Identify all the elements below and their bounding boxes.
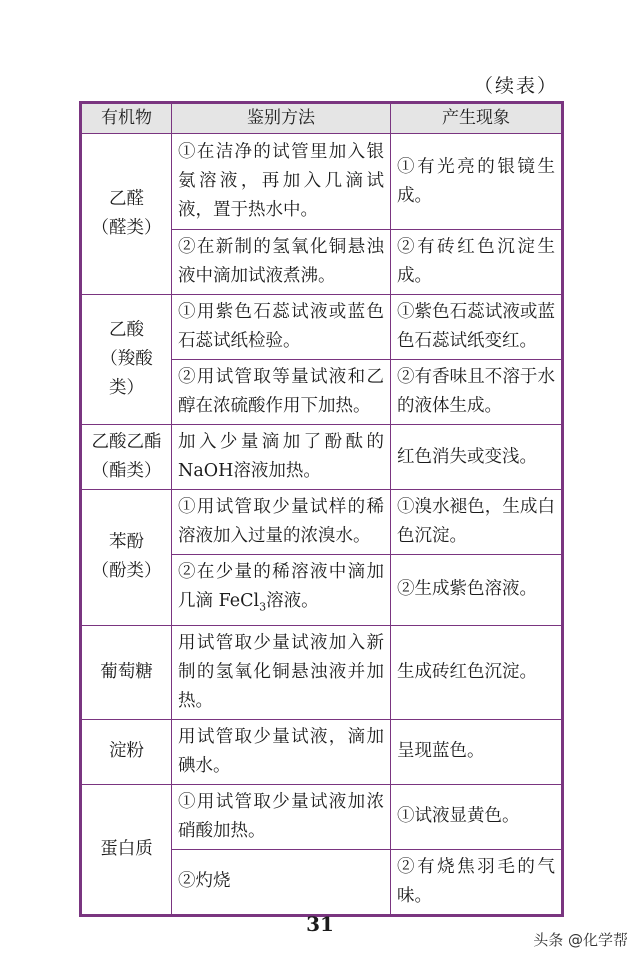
method-text-tail: 溶液。 <box>266 591 319 611</box>
compound-category: （酯类） <box>91 461 162 481</box>
compound-category: （醛类） <box>91 218 162 238</box>
table-row <box>81 425 563 490</box>
compound-cell <box>81 490 172 626</box>
table-header-row <box>81 103 563 134</box>
compound-cell <box>81 625 172 719</box>
result-cell: 呈现蓝色。 <box>391 719 563 784</box>
method-cell: 用试管取少量试液，滴加碘水。 <box>172 719 391 784</box>
compound-name: 乙酸乙酯 <box>91 432 162 452</box>
method-cell: ①用紫色石蕊试液或蓝色石蕊试纸检验。 <box>172 295 391 360</box>
result-cell: ①紫色石蕊试液或蓝色石蕊试纸变红。 <box>391 295 563 360</box>
result-cell: 红色消失或变浅。 <box>391 425 563 490</box>
table-row <box>81 719 563 784</box>
compound-cell <box>81 134 172 295</box>
table-row <box>81 490 563 555</box>
page-number: 31 <box>306 912 334 936</box>
watermark: 头条 @化学帮 <box>533 931 628 949</box>
compound-category: （羧酸类） <box>100 349 153 398</box>
compound-name: 乙醛 <box>109 189 144 209</box>
result-cell: ②有烧焦羽毛的气味。 <box>391 849 563 915</box>
result-cell: ①溴水褪色，生成白色沉淀。 <box>391 490 563 555</box>
compound-cell <box>81 425 172 490</box>
result-cell: ②有香味且不溶于水的液体生成。 <box>391 360 563 425</box>
method-text: ②在少量的稀溶液中滴加几滴 FeCl <box>178 562 384 611</box>
result-cell: 生成砖红色沉淀。 <box>391 625 563 719</box>
method-cell: 用试管取少量试液加入新制的氢氧化铜悬浊液并加热。 <box>172 625 391 719</box>
table-row <box>81 784 563 849</box>
method-cell: ②在新制的氢氧化铜悬浊液中滴加试液煮沸。 <box>172 230 391 295</box>
compound-name: 葡萄糖 <box>100 661 153 682</box>
table-row <box>81 295 563 360</box>
result-cell: ②有砖红色沉淀生成。 <box>391 230 563 295</box>
compound-name: 苯酚 <box>109 532 144 553</box>
result-cell: ①有光亮的银镜生成。 <box>391 134 563 230</box>
method-cell <box>172 555 391 626</box>
method-cell: ②灼烧 <box>172 849 391 915</box>
method-cell: ①在洁净的试管里加入银氨溶液，再加入几滴试液，置于热水中。 <box>172 134 391 230</box>
method-cell: ①用试管取少量试液加浓硝酸加热。 <box>172 784 391 849</box>
compound-name: 蛋白质 <box>100 838 153 859</box>
continued-label: （续表） <box>473 75 558 97</box>
result-cell: ②生成紫色溶液。 <box>391 555 563 626</box>
method-cell: ①用试管取少量试样的稀溶液加入过量的浓溴水。 <box>172 490 391 555</box>
compound-name: 乙酸 <box>109 320 144 340</box>
result-cell: ①试液显黄色。 <box>391 784 563 849</box>
method-cell: ②用试管取等量试液和乙醇在浓硫酸作用下加热。 <box>172 360 391 425</box>
compound-category: （酚类） <box>91 561 162 582</box>
compound-cell <box>81 719 172 784</box>
header-compound: 有机物 <box>81 103 172 134</box>
table-row <box>81 134 563 230</box>
compound-cell <box>81 295 172 425</box>
header-phenomenon: 产生现象 <box>391 103 563 134</box>
compound-name: 淀粉 <box>109 741 144 761</box>
header-method: 鉴别方法 <box>172 103 391 134</box>
compound-cell <box>81 784 172 915</box>
identification-table <box>79 101 564 917</box>
method-cell: 加入少量滴加了酚酞的NaOH溶液加热。 <box>172 425 391 490</box>
table-row <box>81 625 563 719</box>
subscript-3: 3 <box>259 600 267 614</box>
